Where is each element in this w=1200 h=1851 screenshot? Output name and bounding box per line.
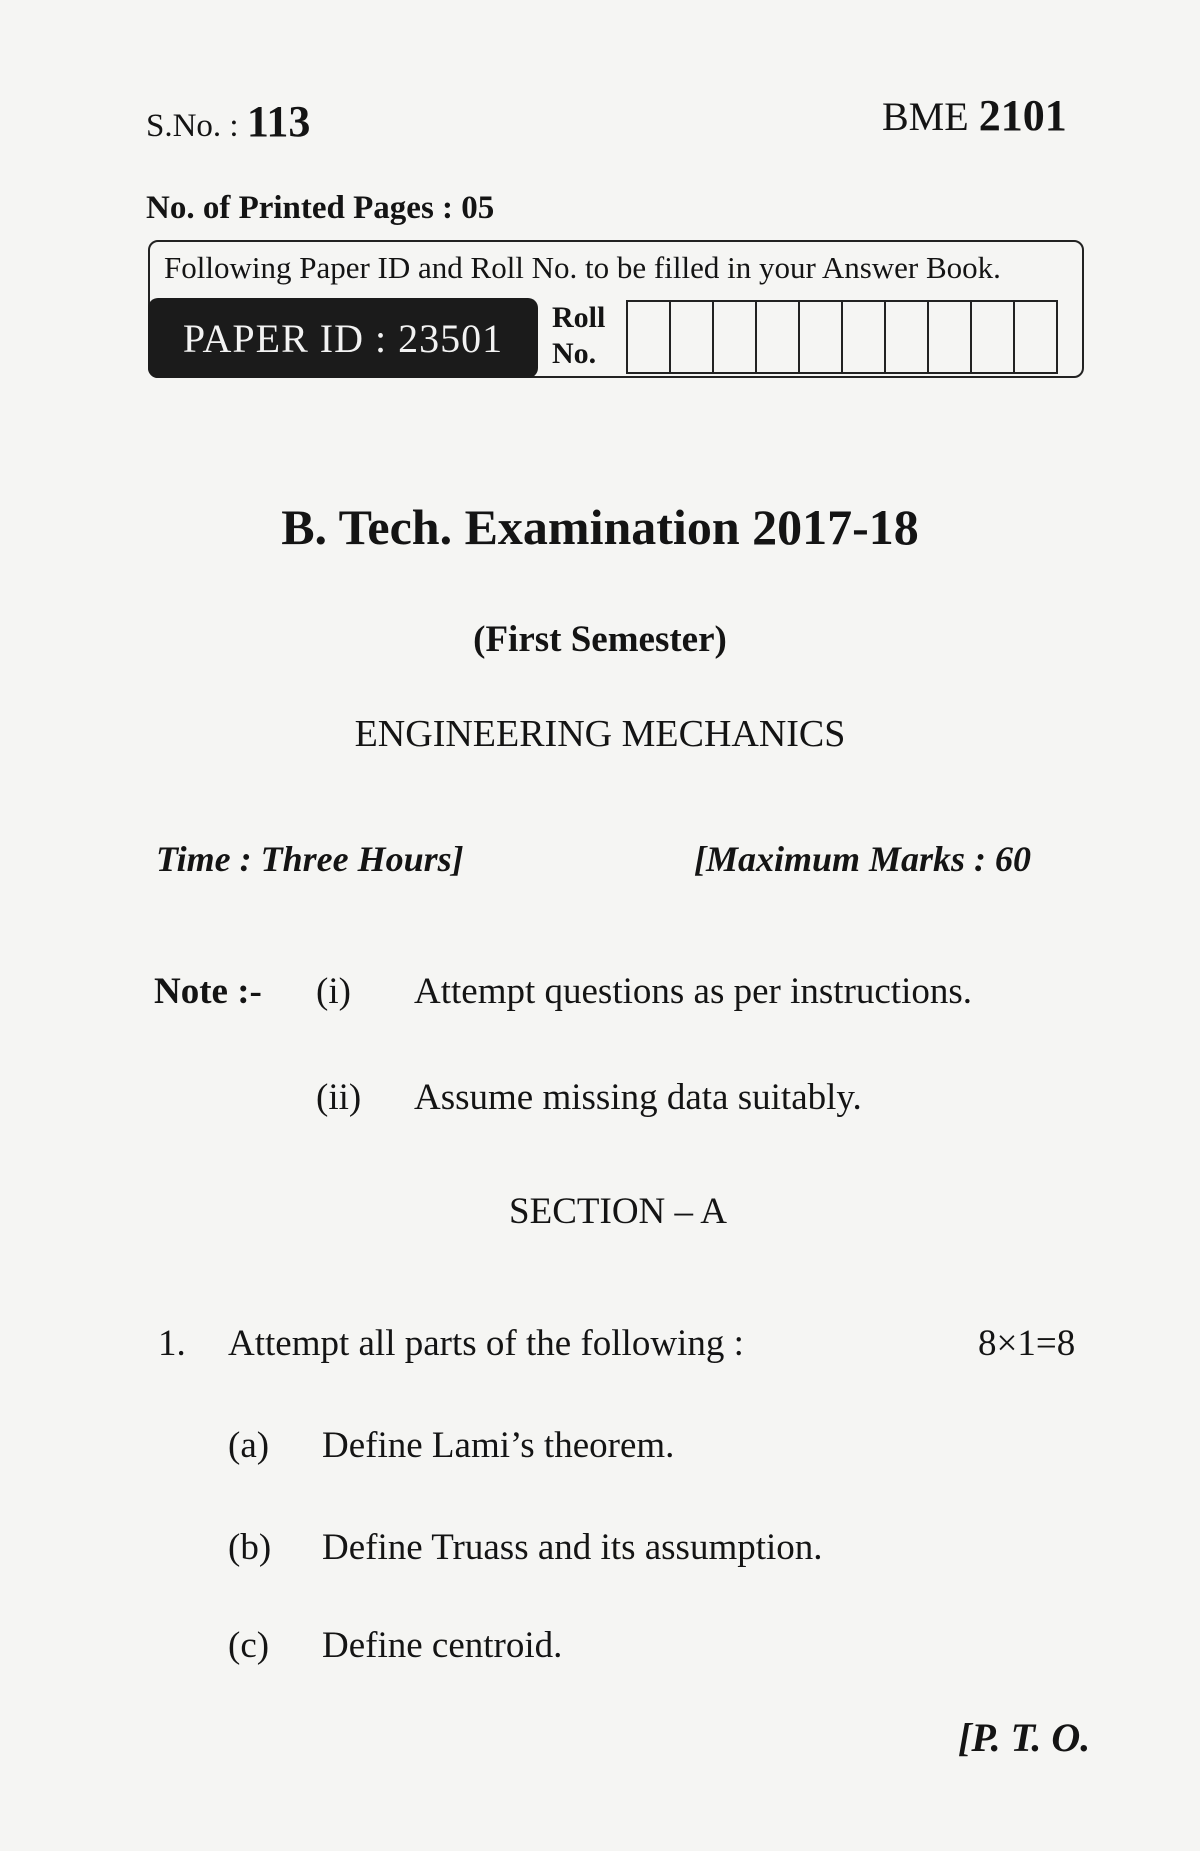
semester: (First Semester)	[473, 619, 727, 660]
exam-title: B. Tech. Examination 2017-18	[281, 499, 919, 555]
maximum-marks: [Maximum Marks : 60	[694, 839, 1032, 879]
roll-label-line1: Roll	[552, 301, 606, 334]
roll-label-line2: No.	[552, 337, 597, 370]
part-text: Define Lami’s theorem.	[322, 1425, 675, 1466]
roll-cell[interactable]	[712, 300, 757, 374]
serial-number-label: S.No. :	[146, 108, 247, 144]
id-box-instruction: Following Paper ID and Roll No. to be filled in your Answer Book.	[164, 250, 1001, 285]
part-label: (b)	[228, 1527, 272, 1568]
serial-number-value: 113	[246, 97, 311, 146]
course-code	[882, 90, 1067, 141]
roll-number-cells	[628, 300, 1058, 374]
question-marks: 8×1=8	[978, 1323, 1076, 1364]
roll-cell[interactable]	[841, 300, 886, 374]
course-code-prefix: BME	[882, 94, 979, 139]
note-item-number: (ii)	[316, 1077, 362, 1118]
roll-cell[interactable]	[798, 300, 843, 374]
roll-cell[interactable]	[927, 300, 972, 374]
course-code-number: 2101	[978, 91, 1067, 140]
note-label: Note :-	[154, 971, 262, 1012]
paper-id-box	[148, 240, 1084, 378]
part-text: Define centroid.	[322, 1625, 563, 1666]
roll-cell[interactable]	[884, 300, 929, 374]
note-item-text: Attempt questions as per instructions.	[414, 971, 973, 1012]
exam-time: Time : Three Hours]	[156, 839, 464, 879]
roll-number-label	[552, 300, 605, 372]
question-text: Attempt all parts of the following :	[228, 1323, 744, 1364]
part-label: (a)	[228, 1425, 270, 1466]
note-item-number: (i)	[316, 971, 351, 1012]
please-turn-over: [P. T. O.	[958, 1715, 1091, 1760]
subject-title: ENGINEERING MECHANICS	[354, 713, 846, 755]
note-item-text: Assume missing data suitably.	[414, 1077, 862, 1118]
section-heading: SECTION – A	[509, 1191, 727, 1232]
part-text: Define Truass and its assumption.	[322, 1527, 823, 1568]
roll-cell[interactable]	[1013, 300, 1058, 374]
question-number: 1.	[158, 1323, 186, 1364]
roll-cell[interactable]	[669, 300, 714, 374]
printed-pages: No. of Printed Pages : 05	[146, 190, 495, 226]
roll-cell[interactable]	[970, 300, 1015, 374]
paper-id-badge: PAPER ID : 23501	[148, 298, 538, 378]
roll-cell[interactable]	[755, 300, 800, 374]
part-label: (c)	[228, 1625, 270, 1666]
serial-number	[146, 96, 310, 147]
roll-cell[interactable]	[626, 300, 671, 374]
